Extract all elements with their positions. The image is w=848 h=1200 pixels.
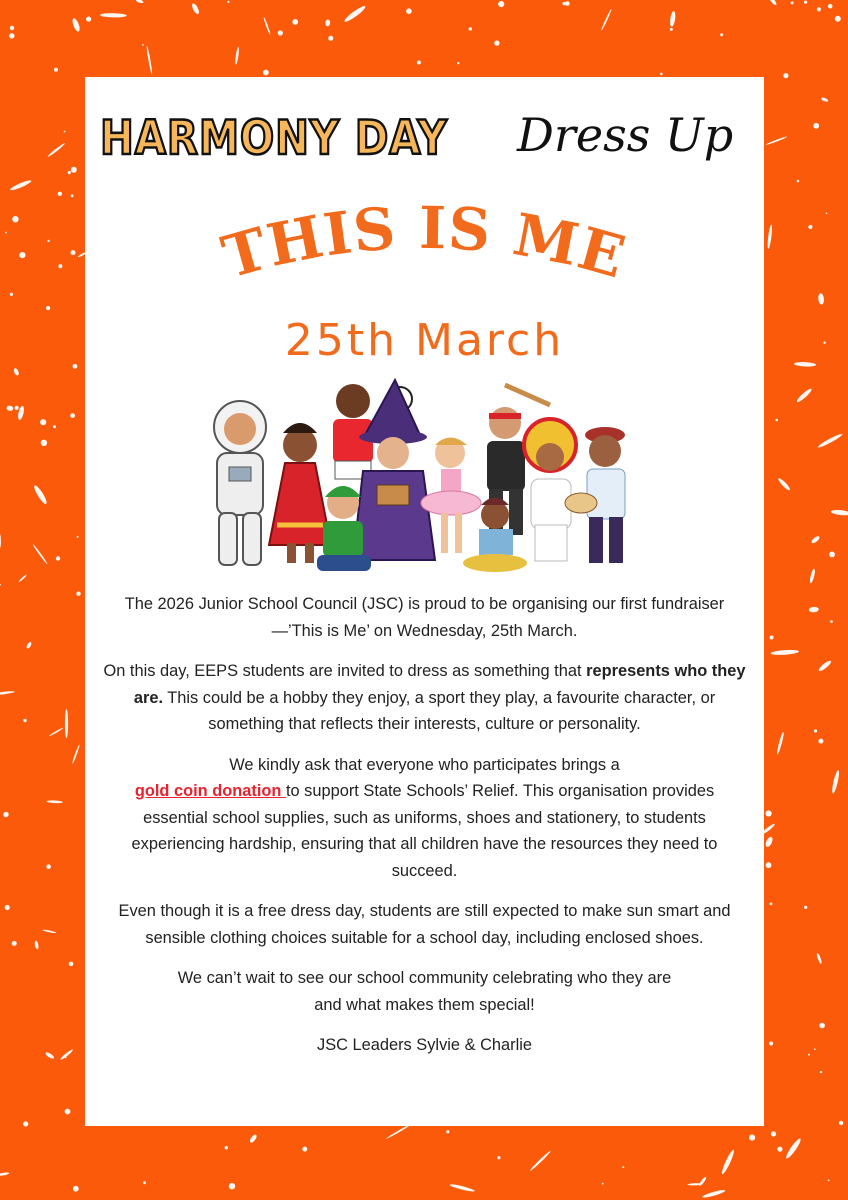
signature: JSC Leaders Sylvie & Charlie (317, 1036, 532, 1054)
donation-paragraph (85, 752, 764, 885)
dancer-figure (269, 423, 331, 563)
event-date: 25th March (284, 315, 565, 366)
intro-paragraph: The 2026 Junior School Council (JSC) is proud to be organising our first fundraiser—’This is Me’ on Wednesday, 25th March. (124, 595, 725, 640)
dragon-costume-figure (524, 419, 576, 561)
children-costumes-illustration (205, 375, 645, 580)
this-is-me-heading (85, 189, 764, 299)
dress-paragraph (85, 658, 764, 738)
svg-text:THIS IS ME (215, 194, 633, 292)
headline-row (85, 103, 764, 177)
dress-up-title: Dress Up (517, 108, 734, 162)
represents-emphasis: represents who they are. (133, 662, 746, 707)
donation-paragraph-text: We kindly ask that everyone who participates brings a (229, 755, 620, 774)
flyer-card (85, 77, 764, 1126)
dress-paragraph-text: On this day, EEPS students are invited to dress as something that (103, 662, 587, 680)
donation-paragraph-rest: to support State Schools’ Relief. This organisation provides essential school supplies, such as uniforms, shoes and stationery, to students experiencing hardship, ensuring that all children have the resources they need to succeed. (131, 782, 718, 880)
flyer-body (85, 591, 764, 1073)
harmony-day-title: HARMONY DAY (100, 111, 448, 166)
gold-coin-donation-link[interactable]: gold coin donation (134, 782, 286, 800)
dress-code-paragraph: Even though it is a free dress day, students are still expected to make sun smart and sensible clothing choices suitable for a school day, including enclosed shoes. (118, 902, 731, 947)
astronaut-figure (214, 401, 266, 565)
closing-paragraph: We can’t wait to see our school community celebrating who they are and what makes them special! (177, 969, 672, 1014)
this-is-me-text: THIS IS ME (215, 193, 633, 292)
dress-paragraph-rest: This could be a hobby they enjoy, a sport they play, a favourite character, or something that reflects their interests, culture or personality. (163, 688, 716, 733)
